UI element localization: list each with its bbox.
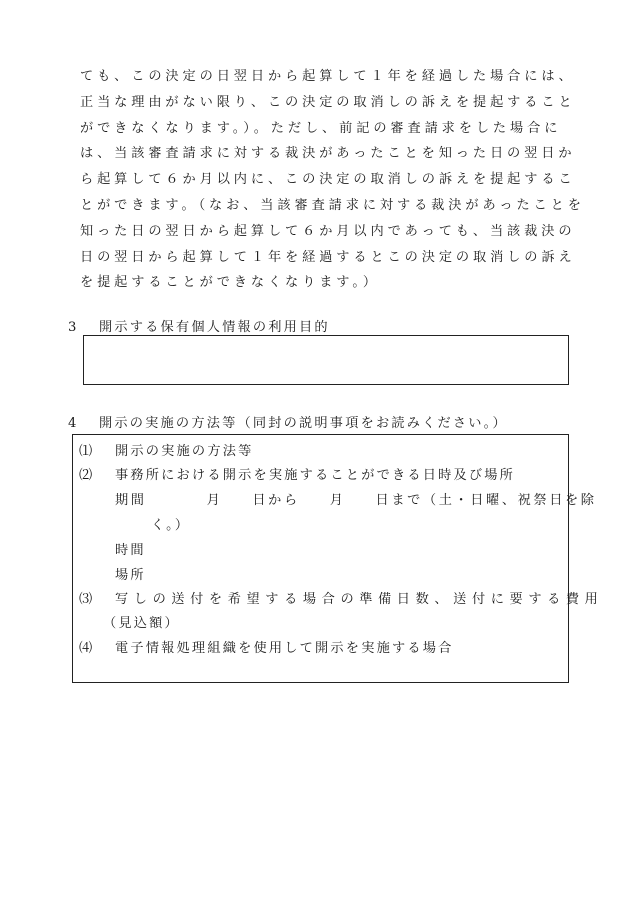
paragraph-line: ら起算して６か月以内に、この決定の取消しの訴えを提起するこ: [80, 172, 576, 188]
section-4-number: 4: [68, 416, 77, 431]
item-3: [79, 588, 603, 607]
item-3-text: 写しの送付を希望する場合の準備日数、送付に要する費用: [115, 592, 604, 607]
period-day-from: 日から: [252, 493, 300, 508]
item-1: [79, 440, 254, 459]
item-2-text: 事務所における開示を実施することができる日時及び場所: [115, 468, 516, 483]
item-3-mark: ⑶: [79, 592, 93, 607]
section-4-heading: [68, 412, 508, 431]
item-4: [79, 637, 454, 656]
item-4-text: 電子情報処理組織を使用して開示を実施する場合: [115, 641, 454, 656]
time-label: 時間: [115, 543, 146, 558]
item-2: [79, 464, 515, 483]
purpose-box: [83, 335, 569, 385]
paragraph-line: 知った日の翌日から起算して６か月以内であっても、当該裁決の: [80, 223, 576, 239]
period-month-1: 月: [206, 493, 223, 508]
paragraph-line: 日の翌日から起算して１年を経過するとこの決定の取消しの訴え: [80, 249, 576, 265]
period-label: 期間: [115, 493, 147, 508]
period-day-to: 日まで（土・日曜、祝祭日を除: [375, 493, 597, 508]
section-3-title: 開示する保有個人情報の利用目的: [99, 320, 330, 335]
item-3-continuation: （見込額）: [103, 616, 180, 631]
period-month-2: 月: [329, 493, 346, 508]
paragraph-line: ができなくなります。）。ただし、前記の審査請求をした場合に: [80, 120, 562, 136]
period-line: [115, 489, 597, 508]
period-continuation: く。）: [151, 518, 191, 533]
section-3-heading: [68, 316, 330, 335]
paragraph-line: ても、この決定の日翌日から起算して１年を経過した場合には、: [80, 69, 576, 84]
item-1-text: 開示の実施の方法等: [115, 444, 254, 459]
disclosure-method-box: [72, 434, 604, 683]
item-4-mark: ⑷: [79, 641, 93, 656]
paragraph-line: とができます。（なお、当該審査請求に対する裁決があったことを: [80, 197, 585, 213]
item-2-mark: ⑵: [79, 468, 93, 483]
place-label: 場所: [115, 568, 146, 583]
paragraph-line: を提起することができなくなります。）: [80, 275, 380, 291]
item-1-mark: ⑴: [79, 444, 93, 459]
section-3-number: 3: [68, 320, 77, 335]
paragraph-line: は、当該審査請求に対する裁決があったことを知った日の翌日か: [80, 146, 576, 162]
section-4-title: 開示の実施の方法等（同封の説明事項をお読みください。）: [99, 416, 508, 431]
paragraph-line: 正当な理由がない限り、この決定の取消しの訴えを提起すること: [80, 94, 576, 110]
body-paragraph: [80, 64, 585, 296]
